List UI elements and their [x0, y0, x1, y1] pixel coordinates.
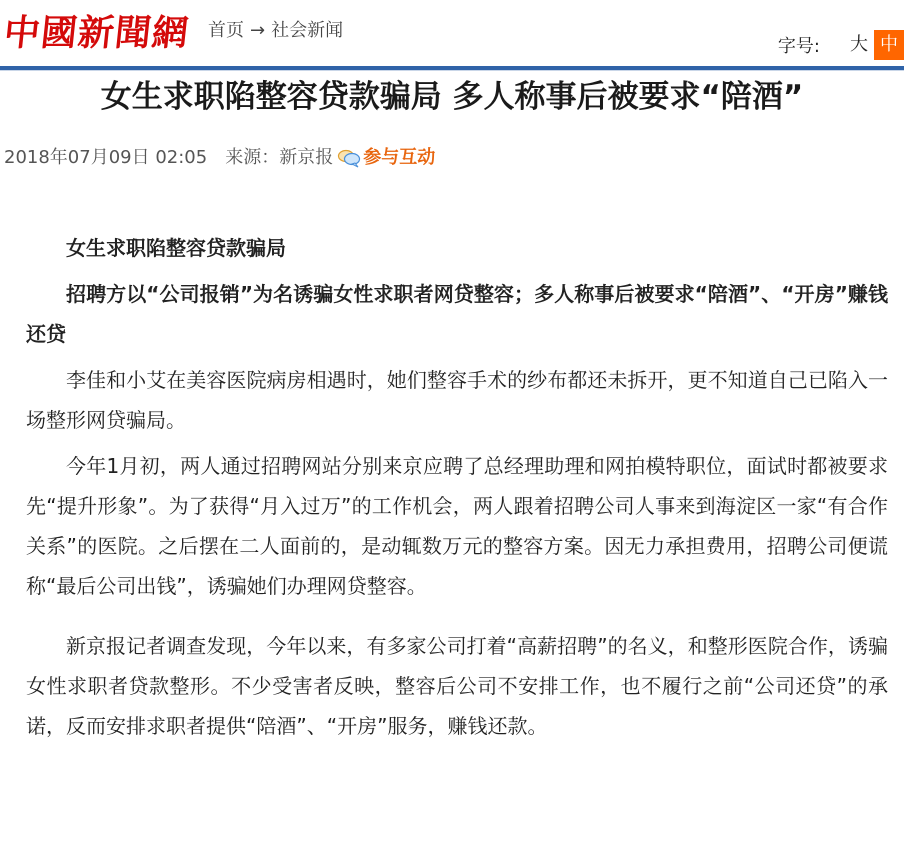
article-date: 2018年07月09日 02:05 — [4, 147, 208, 168]
article-source: 来源：新京报 — [225, 147, 334, 168]
article-paragraph: 今年1月初，两人通过招聘网站分别来京应聘了总经理助理和网拍模特职位，面试时都被要求先“提升形象”。为了获得“月入过万”的工作机会，两人跟着招聘公司人事来到海淀区一家“有合作关系”的医院。之后摆在二人面前的，是动辄数万元的整容方案。因无力承担费用，招聘公司便谎称“最后公司出钱”，诱骗她们办理网贷整容。 — [26, 454, 888, 598]
breadcrumb-home-link[interactable]: 首页 — [208, 20, 244, 41]
article-meta — [4, 144, 435, 172]
site-logo[interactable]: 中國新聞網 — [1, 12, 192, 54]
article-paragraph: 新京报记者调查发现，今年以来，有多家公司打着“高薪招聘”的名义，和整形医院合作，诱骗女性求职者贷款整形。不少受害者反映，整容后公司不安排工作，也不履行之前“公司还贷”的承诺，反而安排求职者提供“陪酒”、“开房”服务，赚钱还款。 — [26, 634, 888, 738]
breadcrumb-section-link[interactable]: 社会新闻 — [271, 20, 344, 41]
article-paragraph: 李佳和小艾在美容医院病房相遇时，她们整容手术的纱布都还未拆开，更不知道自己已陷入一场整形网贷骗局。 — [26, 368, 888, 432]
font-size-label: 字号: — [777, 36, 820, 57]
article-subheading: 女生求职陷整容贷款骗局 — [66, 236, 286, 260]
article-body — [26, 228, 888, 746]
speech-bubble-icon — [337, 148, 361, 168]
font-size-control — [778, 30, 904, 60]
breadcrumb-arrow: → — [250, 20, 266, 41]
breadcrumb — [208, 18, 343, 44]
join-discussion-label: 参与互动 — [363, 147, 436, 168]
site-header — [0, 0, 904, 66]
header-divider-shadow — [0, 70, 904, 71]
article-title: 女生求职陷整容贷款骗局 多人称事后被要求“陪酒” — [100, 79, 804, 115]
font-size-large-button[interactable]: 大 — [850, 34, 868, 55]
article-lead: 招聘方以“公司报销”为名诱骗女性求职者网贷整容；多人称事后被要求“陪酒”、“开房”赚钱还贷 — [26, 282, 888, 346]
font-size-medium-button[interactable]: 中 — [874, 30, 904, 60]
join-discussion-link[interactable] — [337, 144, 435, 172]
